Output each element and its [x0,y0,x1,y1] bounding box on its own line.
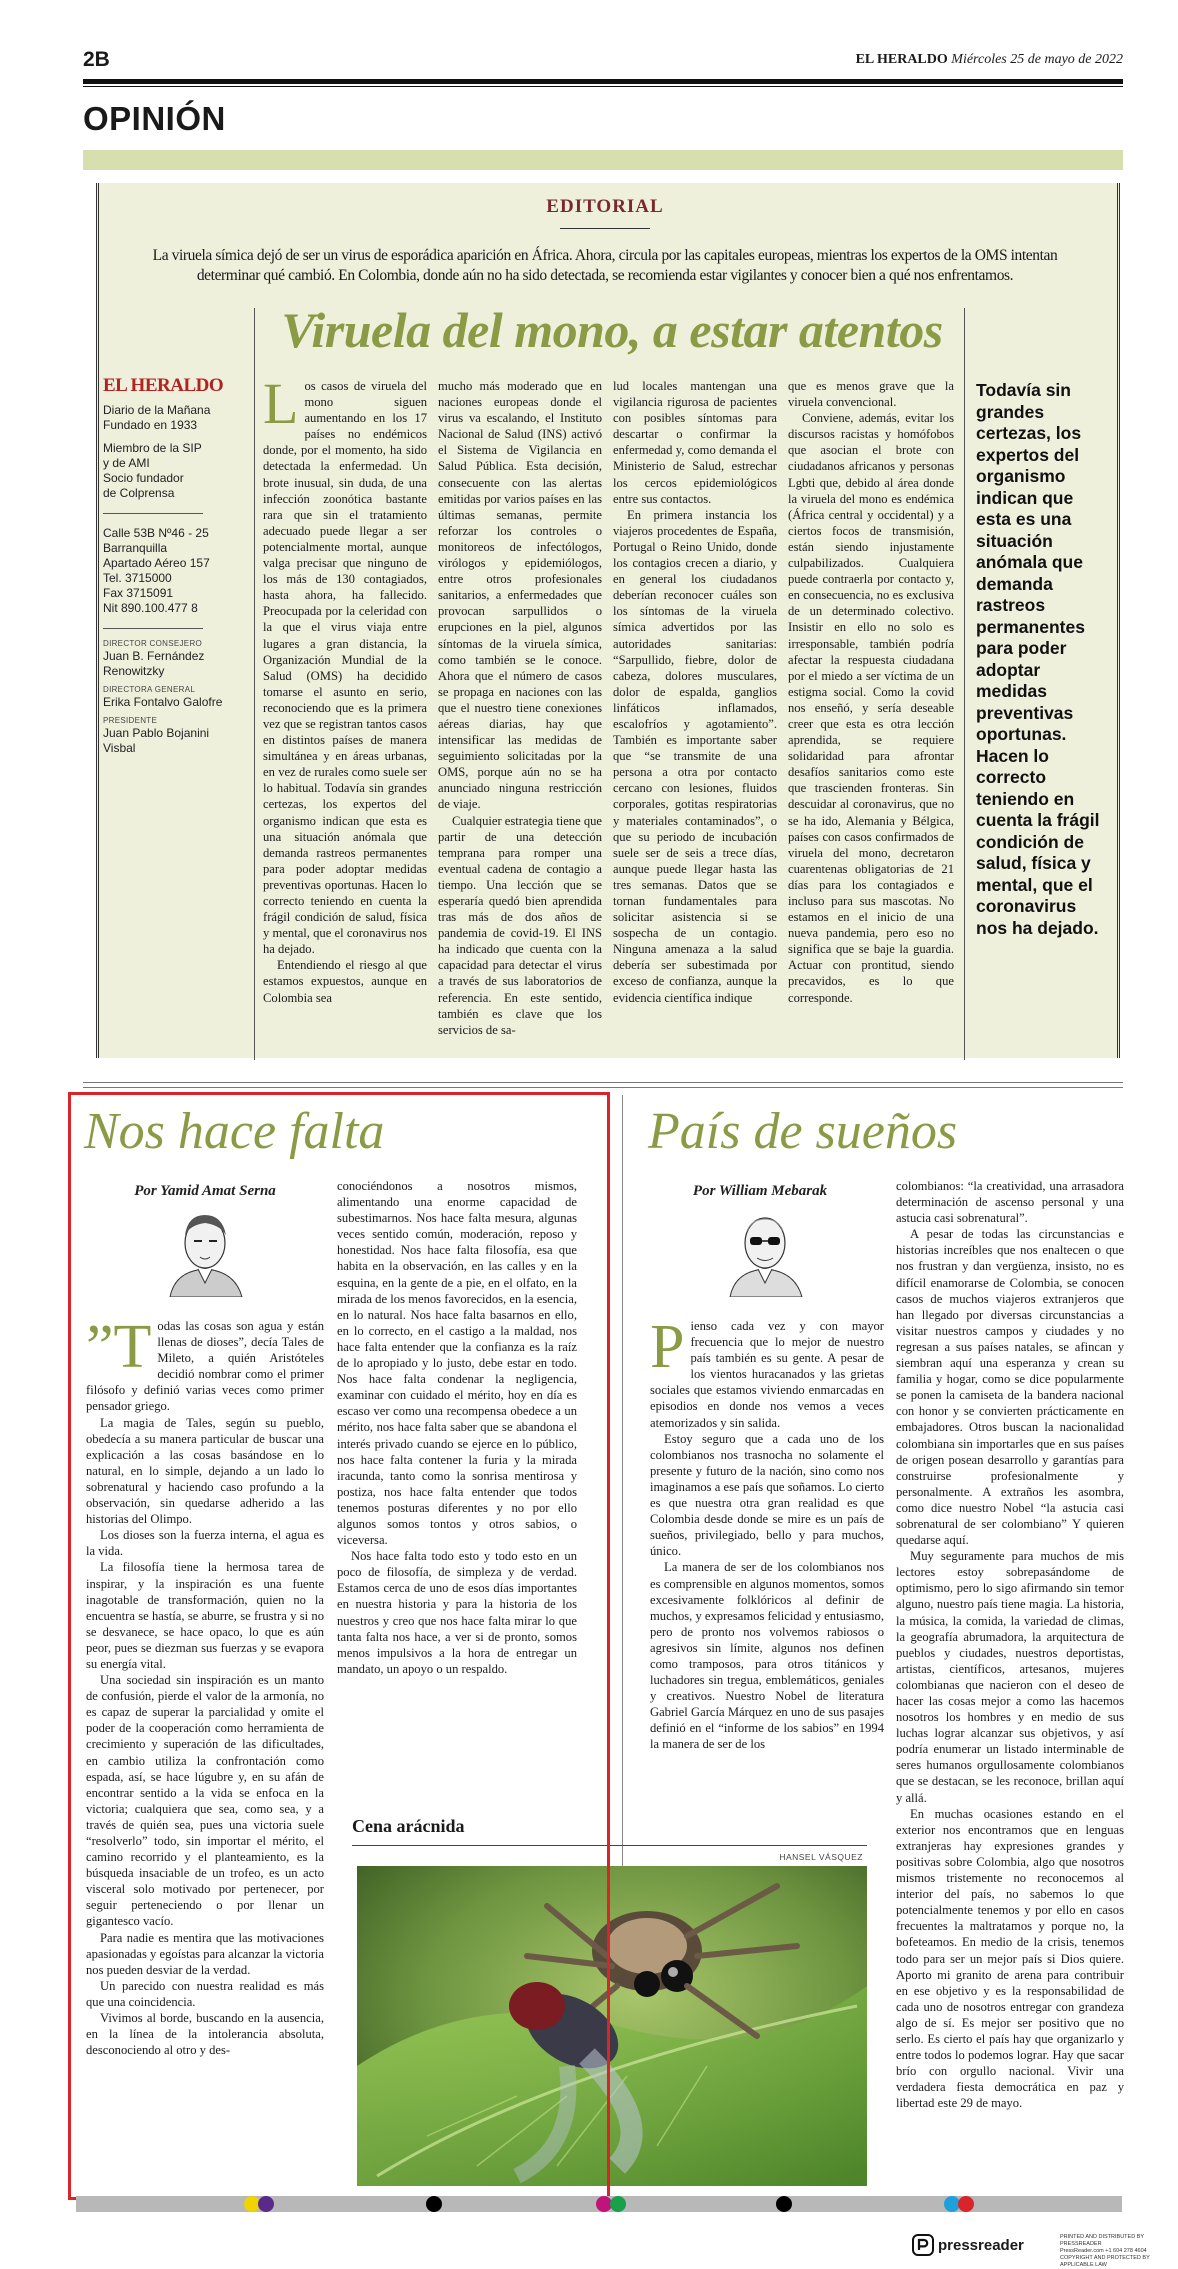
paragraph: que es menos grave que la viruela convencional. [788,379,954,410]
paragraph: En primera instancia los viajeros procedentes de España, Portugal o Reino Unido, donde los contagios crecen a diario, y en general los ciudadanos deberían reconocer cuáles son los síntomas de la viruela símica advertidos por las autoridades sanitarias: “Sarpullido, fiebre, dolor de cabeza, dolores musculares, dolor de espalda, ganglios linfáticos inflamados, escalofríos y agotamiento”. También es importante saber que “se transmite de una persona a otra por contacto cercano con lesiones, fluidos corporales, gotitas respiratorias y materiales contaminados”, o que su periodo de incubación suele ser de seis a trece días, aunque puede llegar hasta las tres semanas. Datos que se tornan fundamentales para solicitar asistencia si se sospecha de un contagio. Ninguna amenaza a la salud debería ser subestimada por exceso de confianza, aunque la evidencia científica indique [613,507,777,1005]
footer-tiny-line: COPYRIGHT AND PROTECTED BY APPLICABLE LAW [1060,2255,1150,2268]
pressreader-logo [912,2234,1024,2256]
masthead-line: Apartado Aéreo 157 [103,556,210,570]
registration-red [958,2196,974,2212]
masthead-label: DIRECTORA GENERAL [103,685,196,694]
right-column-1 [650,1318,884,1793]
paragraph: Muy seguramente para muchos de mis lectores estoy sobrepasándome de optimismo, pero lo sigo afirmando sin temor alguno, nuestro país tiene magia. La historia, la música, la comida, la variedad de climas, la geografía abrumadora, la arquitectura de pueblos y ciudades, nuestros deportistas, artistas, científicos, artesanos, mujeres colombianas que nacieron con el deseo de hacer las cosas mejor a como las hacemos nosotros los hombres y en medio de sus luchas lograr alcanzar sus objetivos, y así podría enumerar un listado interminable de seres humanos orgullosamente colombianos que se destacan, se les reconoce, brillan aquí y allá. [896,1549,1124,1805]
right-dropcap: P [650,1318,685,1381]
quote-dropcap: ”T [86,1318,152,1381]
registration-black [776,2196,792,2212]
masthead-line: Juan B. Fernández [103,649,205,663]
printer-color-strip [76,2196,1122,2212]
masthead-divider [103,513,203,514]
masthead-label: PRESIDENTE [103,716,158,725]
paragraph: Entendiendo el riesgo al que estamos expuestos, aunque en Colombia sea [263,958,427,1005]
paper-name: EL HERALDO [855,52,948,67]
editorial-column-1 [263,378,427,1048]
mid-rule [83,1082,1123,1083]
editorial-column-3 [613,378,777,1048]
editorial-dropcap: L [263,378,299,436]
masthead-box [103,375,243,756]
headline-rule-right [964,308,965,1060]
paragraph: En muchas ocasiones estando en el exterior nos encontramos que en lenguas extranjeras hay expresiones grandes y positivas sobre Colombia, algo que nosotros mismos tristemente no reconocemos al interior del país, no sabemos lo que potencialmente tenemos y por ello en casos frecuentes la maltratamos y porque no, la bofeteamos. En medio de la crisis, tenemos todo para ser un mejor país si Dios quiere. Aporto mi granito de arena para contribuir en ese objetivo y es la responsabilidad de cada uno de nosotros entregar con grandeza algo de sí. Es mejor ser positivo que no serlo. Es cierto el país hay que organizarlo y entre todos lo podemos lograr. Hay que sacar brío con orgullo nacional. Vivir una verdadera fiesta democrática en paz y libertad este 29 de mayo. [896,1806,1124,2111]
paragraph: Un parecido con nuestra realidad es más que una coincidencia. [86,1978,324,2009]
masthead-line: Juan Pablo Bojanini [103,726,210,740]
paragraph: colombianos: “la creatividad, una arrasadora determinación de ascenso personal y una astucia casi sobrenatural”. [896,1179,1124,1226]
masthead-line: Renowitzky [103,664,165,678]
footer-tiny-line: PRINTED AND DISTRIBUTED BY PRESSREADER [1060,2234,1144,2247]
editorial-kicker: EDITORIAL [546,196,664,217]
masthead-line: Calle 53B Nº46 - 25 [103,526,209,540]
left-byline: Por Yamid Amat Serna [134,1183,276,1199]
header-rule-thin [83,86,1123,87]
paragraph: La manera de ser de los colombianos nos es comprensible en algunos momentos, somos excesivamente folklóricos al definir de muchos, y expresamos felicidad y entusiasmo, pero de pronto nos volvemos rabiosos o agresivos sin límite, algunos nos definen como tramposos, para otros titánicos y luchadores sin tregua, emblemáticos, geniales y creativos. Nuestro Nobel de literatura Gabriel García Márquez en uno de sus pasajes definió en el “informe de los sabios” en 1994 la manera de ser de los [650,1560,884,1752]
page-number: 2B [83,48,110,71]
masthead-line: Fax 3715091 [103,586,174,600]
masthead-line: Barranquilla [103,541,168,555]
paragraph: La filosofía tiene la hermosa tarea de inspirar, y la inspiración es una fuente inagotable de transformación, quien no la encuentra se hastía, se aburre, se frustra y si no se desvanece, se hace opaco, lo que es aún peor, pues se diezman sus fuerzas y se evapora su energía vital. [86,1560,324,1671]
masthead-line: Socio fundador [103,471,184,485]
issue-date: Miércoles 25 de mayo de 2022 [951,52,1123,67]
paragraph: Estoy seguro que a cada uno de los colombianos nos trasnocha no solamente el presente y futuro de la nación, sino como nos imaginamos a ese país que soñamos. Lo cierto es que nuestra otra gran realidad es que Colombia desde donde se mire es un país de sueños, privilegiado, bello y para muchos, único. [650,1431,884,1559]
masthead-line: y de AMI [103,456,150,470]
pressreader-tiny [1060,2234,1178,2269]
paragraph: A pesar de todas las circunstancias e historias increíbles que nos enaltecen o que nos frustran y dan vergüenza, insisto, no es difícil enamorarse de Colombia, se conocen casos de muchos viajeros extranjeros que han llegado por diversas circunstancias a visitar nuestros campos y ciudades y no regresan a sus países natales, se afincan y siembran aquí una esperanza y crean su familia y hogar, como se dice popularmente se ponen la camiseta de la bandera nacional con honor y se convierten prácticamente en embajadores. Otros buscan la nacionalidad colombiana sin importarles que en sus países de origen posean desarrollo y garantías para construirse profesionalmente y personalmente. A extraños les asombra, como dice nuestro Nobel “la astucia casi sobrenatural de ser colombiano” Y quieren quedarse aquí. [896,1227,1124,1548]
section-band [83,150,1123,170]
editorial-column-4 [788,378,954,1048]
pressreader-icon [912,2234,934,2256]
right-headline: País de sueños [648,1103,958,1160]
paragraph: ienso cada vez y con mayor frecuencia que lo mejor de nuestro país también es su gente. A pesar de los vientos huracanados y las grietas sociales que estamos viviendo enmarcadas en episodios en donde nos vemos a veces atemorizados y sin salida. [650,1319,884,1430]
registration-black [426,2196,442,2212]
photo-credit: HANSEL VÁSQUEZ [779,1852,863,1862]
masthead-divider [103,628,203,629]
highlight-box [68,1092,610,2200]
paragraph: mucho más moderado que en naciones europeas donde el virus va escalando, el Instituto Nacional de Salud (INS) activó el Sistema de Vigilancia en Salud Pública. Esta decisión, consecuente con las alertas emitidas por varios países en las últimas semanas, permite reforzar los controles o monitoreos de infectólogos, virólogos y epidemiólogos, entre otros profesionales sanitarios, a enfermedades que provocan sarpullidos o erupciones en la piel, algunos síntomas de la viruela símica, como también se le conoce. Ahora que el número de casos se propaga en naciones con las que el nuestro tiene conexiones aéreas diarias, hay que intensificar las medidas de seguimiento solicitadas por la OMS, porque aún no se ha anunciado ninguna restricción de viaje. [438,379,602,812]
editorial-column-2 [438,378,602,1048]
paragraph: Una sociedad sin inspiración es un manto de confusión, pierde el valor de la armonía, no es capaz de superar la parcialidad y omite el poder de la cooperación como herramienta de crecimiento y superación de las dificultades, en cambio utiliza la confrontación como espada, así, se hace lúgubre y, en su afán de encontrar sentido a la vida se enfoca en la victoria; cualquiera que sea, como sea, y a través de quién sea, pues una victoria suele “resolverlo” todo, sin importar el mérito, el camino recorrido y el planteamiento, es la búsqueda insaciable de un trofeo, es un acto visceral solo motivado por pertenecer, por seguir perteneciendo o por llenar un gigantesco vacío. [86,1673,324,1929]
masthead-label: DIRECTOR CONSEJERO [103,639,203,648]
masthead-logo: EL HERALDO [103,375,224,396]
right-byline: Por William Mebarak [692,1183,828,1199]
editorial-pullquote: Todavía sin grandes certezas, los expertos del organismo indican que esta es una situación anómala que demanda rastreos permanentes para poder adoptar medidas preventivas oportunas. Hacen lo correcto teniendo en cuenta la frágil condición de salud, física y mental, que el coronavirus nos ha dejado. [976,380,1100,938]
masthead-line: Diario de la Mañana [103,403,211,417]
section-title: OPINIÓN [83,100,226,137]
masthead-line: de Colprensa [103,486,175,500]
mid-rule-2 [83,1087,1123,1088]
header-right [856,52,1123,68]
registration-purple [258,2196,274,2212]
masthead-line: Visbal [103,741,136,755]
paragraph: os casos de viruela del mono siguen aumentando en los 17 países no endémicos donde, por el momento, ha sido detectada la enfermedad. Un brote inusual, sin duda, de una infección zoonótica bastante rara que sin el tratamiento adecuado puede llegar a ser potencialmente mortal, aunque valga precisar que ninguno de los más de 130 contagiados, hasta ahora, ha fallecido. Preocupada por la celeridad con la que el virus viaja entre lugares a gran distancia, la Organización Mundial de la Salud (OMS) ha decidido tomarse el asunto en serio, reconociendo que es la primera vez que se registran tantos casos en distintos países de manera simultánea y en áreas urbanas, en vez de rurales como suele ser lo habitual. Todavía sin grandes certezas, los expertos del organismo indican que esta es una situación anómala que demanda rastreos permanentes para poder adoptar medidas preventivas oportunas. Hacen lo correcto teniendo en cuenta la frágil condición de salud, física y mental, que el coronavirus nos ha dejado. [263,379,427,957]
left-headline: Nos hace falta [84,1103,385,1160]
paragraph: odas las cosas son agua y están llenas de dioses”, decía Tales de Mileto, a quién Aristóteles decidió nombrar como el primer filósofo y definió varias veces como primer pensador griego. [86,1319,324,1414]
registration-green [610,2196,626,2212]
headline-rule-left [254,308,255,1060]
paragraph: conociéndonos a nosotros mismos, alimentando una enorme capacidad de subestimarnos. Nos hace falta mesura, algunas veces sentido común, moderación, reposo y honestidad. Nos hace falta filosofía, esa que habita en la observación, en las calles y en la esquina, en la gente de a pie, en el olfato, en la mirada de los menos favorecidos, en la esencia, en lo natural. Nos hace falta basarnos en ello, en lo correcto, en el castigo a la maldad, nos hace falta entender que la confianza es la raíz de lo apropiado y lo justo, debe estar en todo. Nos hace falta condenar la negligencia, examinar con cuidado el mérito, hoy en día es escaso ver como una recompensa obedece a un mérito, nos hace falta saber que se abandona el interés privado cuando se ejerce en lo público, nos hace falta contener la furia y la mirada iracunda, tanto como la sonrisa mentirosa y postiza, nos hace falta entender que todos tenemos posturas diferentes y no por ello algunos somos tontos y otros sabios, o viceversa. [337,1179,577,1548]
masthead-line: Fundado en 1933 [103,418,198,432]
paragraph: Cualquier estrategia tiene que partir de una detección temprana para romper una eventual cadena de contagio a tiempo. Una lección que se esperaría quedó bien aprendida tras más de dos años de pandemia de covid-19. El INS ha indicado que cuenta con la capacidad para detectar el virus a través de sus laboratorios de referencia. En este sentido, también es clave que los servicios de sa- [438,813,602,1037]
paragraph: Conviene, además, evitar los discursos racistas y homófobos que asocian el brote con ciudadanos africanos y personas Lgbti que, debido al área donde la viruela del mono es endémica (África central y occidental) y a ciertos focos de transmisión, están siendo injustamente culpabilizados. Cualquiera puede contraerla por contacto y, en consecuencia, no es exclusiva de un determinado colectivo. Insistir en ello no solo es irresponsable, también podría afectar la respuesta ciudadana por el miedo a ser víctima de un estigma social. Como la covid nos enseñó, y sería deseable creer que esta es otra lección aprendida, se requiere solidaridad para afrontar desafíos sanitarios como este que trascienden fronteras. Sin descuidar al coronavirus, que no se ha ido, Alemania y Bélgica, países con casos confirmados de viruela del mono, decretaron cuarentenas obligatorias de 21 días para los contagiados e incluso para sus mascotas. No estamos en el inicio de una nueva pandemia, pero eso no significa que se baje la guardia. Actuar con prontitud, siendo precavidos, es lo que corresponde. [788,411,954,1005]
photo-title: Cena arácnida [352,1816,465,1836]
author-portrait [720,1205,810,1297]
kicker-underline [560,228,650,229]
paragraph: La magia de Tales, según su pueblo, obedecía a su manera particular de buscar una explicación a las cosas basándose en lo natural, en lo simple, dejando a un lado lo sobrenatural y haciendo caso profundo a la observación, sin quedarse adherido a las historias del Olimpo. [86,1415,324,1527]
masthead-line: Erika Fontalvo Galofre [103,695,223,709]
paragraph: Vivimos al borde, buscando en la ausencia, en la línea de la intolerancia absoluta, desconociendo al otro y des- [86,2011,324,2058]
pressreader-brand: pressreader [938,2236,1024,2254]
paragraph: Para nadie es mentira que las motivaciones apasionadas y egoístas para alcanzar la victoria nos pueden desviar de la verdad. [86,1930,324,1977]
masthead-line: Tel. 3715000 [103,571,172,585]
header-rule [83,79,1123,84]
masthead-line: Nit 890.100.477 8 [103,601,198,615]
paragraph: Nos hace falta todo esto y todo esto en un poco de filosofía, de simpleza y de verdad. Estamos cerca de uno de esos días importantes en nuestra historia y para la historia de los nuestros y creo que nos hace falta mirar lo que tanta falta nos hace, a ver si de pronto, somos menos impulsivos a la hora de entregar un mandato, un apoyo o un respaldo. [337,1549,577,1676]
paragraph: Los dioses son la fuerza interna, el agua es la vida. [86,1528,324,1559]
right-column-2 [896,1178,1124,2181]
editorial-deck: La viruela símica dejó de ser un virus de esporádica aparición en África. Ahora, circula por las capitales europeas, mientras los expertos de la OMS intentan determinar qué cambió. En Colombia, donde aún no ha sido detectada, se recomienda estar vigilantes y conocer bien a qué nos enfrentamos. [152,247,1058,284]
masthead-line: Miembro de la SIP [103,441,202,455]
editorial-headline: Viruela del mono, a estar atentos [281,302,943,358]
paragraph: lud locales mantengan una vigilancia rigurosa de pacientes con posibles síntomas para descartar o confirmar la enfermedad y, como demanda el Ministerio de Salud, estrechar los cercos epidemiológicos entre sus contactos. [613,379,777,506]
footer-tiny-line: PressReader.com +1 604 278 4604 [1060,2248,1147,2254]
